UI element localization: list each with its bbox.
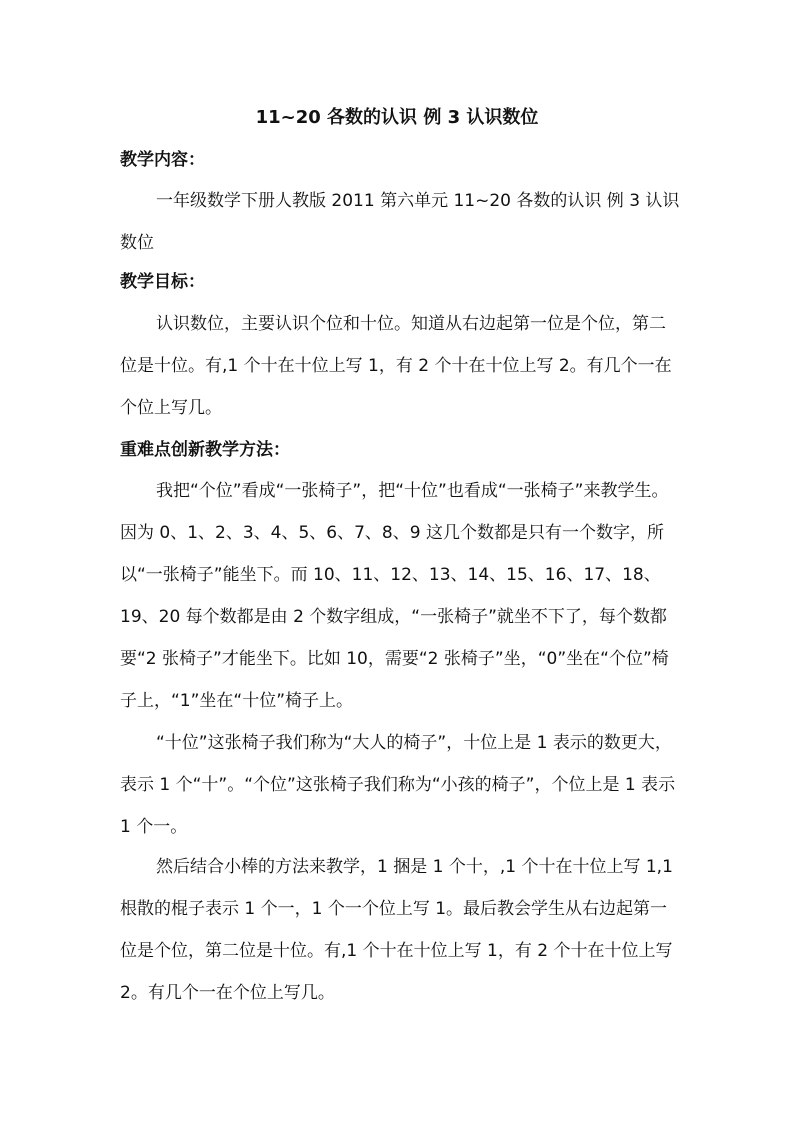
- paragraph-teaching-goals: 认识数位，主要认识个位和十位。知道从右边起第一位是个位，第二位是十位。有,1 个十在十位上写 1，有 2 个十在十位上写 2。有几个一在个位上写几。: [120, 314, 672, 418]
- paragraph-method-sticks: 然后结合小棒的方法来教学，1 捆是 1 个十，,1 个十在十位上写 1,1 根散的棍子表示 1 个一，1 个一个位上写 1。最后教会学生从右边起第一位是个位，第二位是十位。有,1 个十在十位上写 1，有 2 个十在十位上写 2。有几个一在个位上写几。: [120, 857, 673, 1003]
- paragraph-method-adult-child-chairs: “十位”这张椅子我们称为“大人的椅子”，十位上是 1 表示的数更大，表示 1 个“十”。“个位”这张椅子我们称为“小孩的椅子”，个位上是 1 表示 1 个一。: [120, 733, 676, 837]
- paragraph-method-chairs: 我把“个位”看成“一张椅子”，把“十位”也看成“一张椅子”来教学生。因为 0、1、2、3、4、5、6、7、8、9 这几个数都是只有一个数字，所以“一张椅子”能坐下。而 10、11、12、13、14、15、16、17、18、19、20 每个数都是由 2 个数字组成，“一张椅子”就坐不下了，每个数都要“2 张椅子”才能坐下。比如 10，需要“2 张椅子”坐，“0”坐在“个位”椅子上，“1”坐在“十位”椅子上。: [120, 481, 669, 711]
- heading-teaching-goals: 教学目标：: [120, 272, 205, 292]
- paragraph-teaching-content: 一年级数学下册人教版 2011 第六单元 11~20 各数的认识 例 3 认识数位: [120, 191, 680, 253]
- heading-teaching-method: 重难点创新教学方法：: [120, 440, 290, 460]
- heading-teaching-content: 教学内容：: [120, 150, 205, 170]
- document-title: 11~20 各数的认识 例 3 认识数位: [255, 107, 539, 128]
